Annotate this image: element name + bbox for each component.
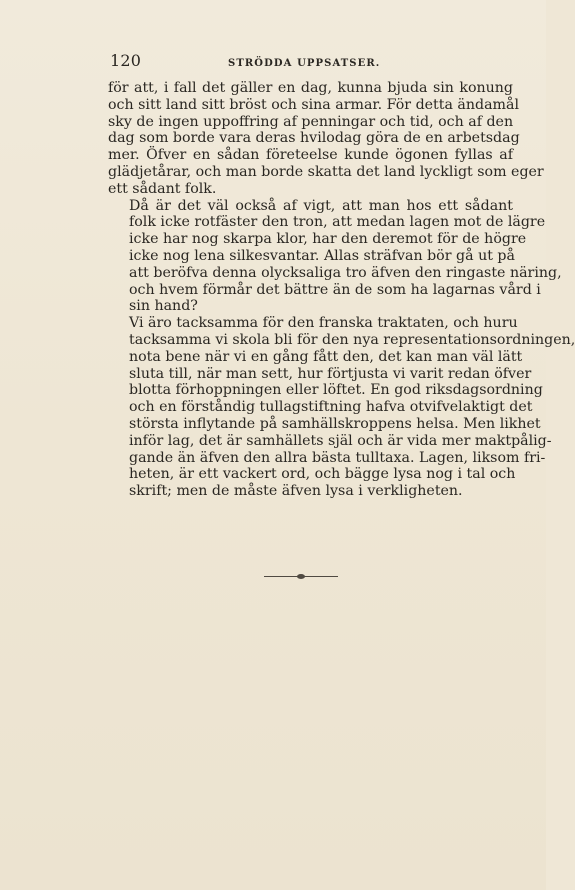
text-line: sky de ingen uppoffring af penningar och tid, och af den bbox=[108, 113, 514, 130]
page-number: 120 bbox=[110, 51, 142, 70]
text-line: inför lag, det är samhällets själ och är vida mer maktpålig- bbox=[129, 432, 552, 449]
text-line: dag som borde vara deras hvilodag göra de en arbetsdag bbox=[108, 130, 520, 147]
text-line: icke har nog skarpa klor, har den deremot för de högre bbox=[129, 231, 527, 248]
text-line: glädjetårar, och man borde skatta det land lyckligt som eger bbox=[108, 163, 544, 180]
paragraph-1 bbox=[108, 80, 544, 198]
text-line: gande än äfven den allra bästa tulltaxa. Lagen, liksom fri- bbox=[129, 449, 546, 466]
text-line: mer. Öfver en sådan företeelse kunde ögonen fyllas af bbox=[108, 147, 513, 164]
text-line: sin hand? bbox=[129, 298, 198, 315]
text-line: nota bene när vi en gång fått den, det kan man väl lätt bbox=[129, 348, 523, 365]
text-line: största inflytande på samhällskroppens helsa. Men likhet bbox=[129, 415, 541, 432]
text-line: sluta till, när man sett, hur förtjusta vi varit redan öfver bbox=[129, 365, 532, 382]
section-ornament bbox=[264, 573, 338, 581]
paragraph-3 bbox=[108, 315, 575, 500]
paragraph-2 bbox=[108, 197, 562, 316]
page-header bbox=[0, 52, 546, 74]
text-line: blotta förhoppningen eller löftet. En god riksdagsordning bbox=[129, 382, 543, 399]
ornament-dot-icon bbox=[297, 574, 305, 579]
text-line: för att, i fall det gäller en dag, kunna bjuda sin konung bbox=[108, 80, 513, 96]
text-line: att beröfva denna olycksaliga tro äfven den ringaste näring, bbox=[129, 264, 562, 281]
text-line: Vi äro tacksamma för den franska traktaten, och huru bbox=[129, 315, 518, 332]
text-line: skrift; men de måste äfven lysa i verkligheten. bbox=[129, 483, 463, 500]
text-line: och sitt land sitt bröst och sina armar. För detta ändamål bbox=[108, 96, 520, 113]
text-line: heten, är ett vackert ord, och bägge lysa nog i tal och bbox=[129, 466, 516, 483]
body-text bbox=[108, 80, 575, 500]
text-line: och hvem förmår det bättre än de som ha lagarnas vård i bbox=[129, 281, 541, 298]
running-head: STRÖDDA UPPSATSER. bbox=[228, 58, 381, 69]
text-line: Då är det väl också af vigt, att man hos ett sådant bbox=[129, 197, 513, 214]
text-line: folk icke rotfäster den tron, att medan lagen mot de lägre bbox=[129, 214, 546, 231]
text-line: tacksamma vi skola bli för den nya representationsordningen, bbox=[129, 331, 575, 348]
text-line: och en förståndig tullagstiftning hafva otvifvelaktigt det bbox=[129, 399, 533, 416]
text-line: icke nog lena silkesvantar. Allas sträfvan bör gå ut på bbox=[129, 247, 515, 264]
text-line: ett sådant folk. bbox=[108, 180, 217, 197]
